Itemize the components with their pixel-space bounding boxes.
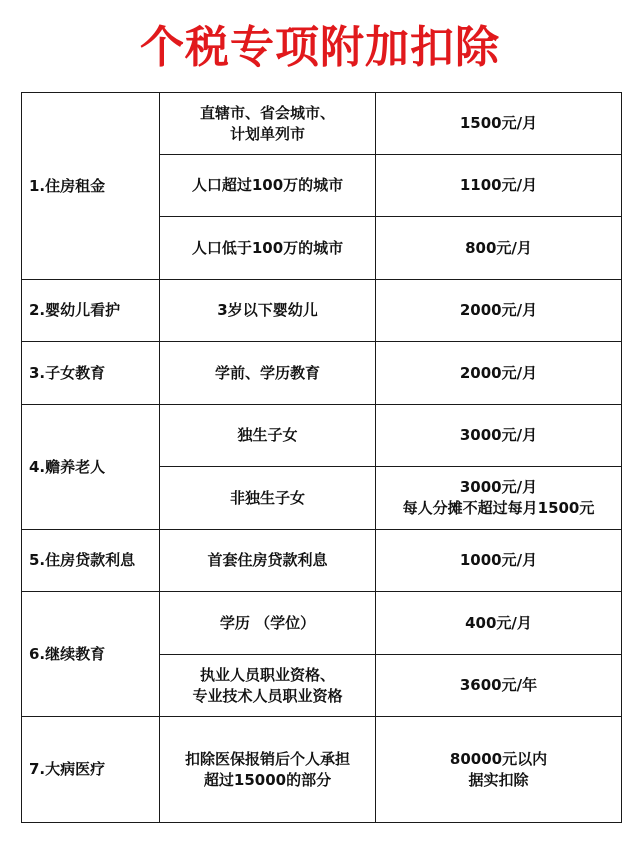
deduction-table: [21, 92, 622, 823]
amount-cell: [376, 467, 622, 530]
amount-value: 2000元/月: [459, 301, 538, 319]
item-description: 3岁以下婴幼儿: [217, 301, 318, 319]
amount-cell: [376, 342, 622, 405]
item-description: 扣除医保报销后个人承担: [184, 749, 350, 768]
category-label: 2.婴幼儿看护: [29, 301, 121, 319]
amount-value: 80000元以内: [449, 749, 548, 768]
item-description-cell: [160, 717, 376, 823]
amount-value: 800元/月: [465, 238, 532, 257]
category-label: 4.赡养老人: [29, 457, 106, 476]
amount-cell: [376, 530, 622, 592]
table-row: [22, 405, 622, 467]
item-description: 学前、学历教育: [214, 363, 320, 382]
category-cell: [22, 405, 160, 530]
item-description-cell: [160, 655, 376, 717]
item-description: 学历 （学位）: [219, 613, 316, 632]
item-description: 直辖市、省会城市、: [199, 103, 335, 122]
amount-cell: [376, 93, 622, 155]
amount-cell: [376, 217, 622, 280]
page-title: 个税专项附加扣除: [140, 22, 500, 73]
category-label: 1.住房租金: [29, 176, 106, 195]
table-row: [22, 342, 622, 405]
amount-value: 400元/月: [465, 613, 532, 632]
item-description-cell: [160, 342, 376, 405]
item-description-cell: [160, 530, 376, 592]
amount-value: 3000元/月: [459, 426, 538, 444]
amount-value: 3000元/月: [459, 478, 538, 496]
item-description: 超过15000的部分: [203, 770, 332, 789]
item-description: 人口低于100万的城市: [191, 238, 344, 257]
category-cell: [22, 280, 160, 342]
item-description-cell: [160, 405, 376, 467]
amount-value: 据实扣除: [468, 770, 529, 789]
amount-value: 1000元/月: [459, 551, 538, 569]
item-description: 专业技术人员职业资格: [192, 686, 343, 705]
amount-cell: [376, 405, 622, 467]
category-cell: [22, 530, 160, 592]
category-label: 6.继续教育: [29, 644, 106, 663]
item-description-cell: [160, 467, 376, 530]
item-description: 执业人员职业资格、: [199, 665, 335, 684]
amount-cell: [376, 280, 622, 342]
item-description-cell: [160, 93, 376, 155]
amount-value: 1100元/月: [459, 176, 538, 194]
amount-value: 2000元/月: [459, 363, 538, 382]
amount-cell: [376, 155, 622, 217]
amount-value: 每人分摊不超过每月1500元: [402, 499, 595, 517]
amount-cell: [376, 655, 622, 717]
amount-cell: [376, 592, 622, 655]
item-description: 人口超过100万的城市: [191, 176, 344, 194]
item-description-cell: [160, 155, 376, 217]
category-label: 3.子女教育: [29, 363, 106, 382]
item-description: 独生子女: [237, 426, 298, 444]
item-description-cell: [160, 280, 376, 342]
table-row: [22, 717, 622, 823]
table-row: [22, 93, 622, 155]
item-description: 非独生子女: [229, 488, 305, 507]
amount-cell: [376, 717, 622, 823]
item-description: 计划单列市: [229, 124, 305, 143]
category-label: 5.住房贷款利息: [29, 551, 136, 569]
item-description: 首套住房贷款利息: [207, 551, 328, 569]
category-cell: [22, 342, 160, 405]
category-cell: [22, 717, 160, 823]
category-label: 7.大病医疗: [29, 760, 106, 778]
category-cell: [22, 592, 160, 717]
table-row: [22, 530, 622, 592]
table-row: [22, 592, 622, 655]
item-description-cell: [160, 592, 376, 655]
table-row: [22, 280, 622, 342]
amount-value: 3600元/年: [459, 676, 538, 694]
category-cell: [22, 93, 160, 280]
amount-value: 1500元/月: [459, 114, 538, 132]
item-description-cell: [160, 217, 376, 280]
